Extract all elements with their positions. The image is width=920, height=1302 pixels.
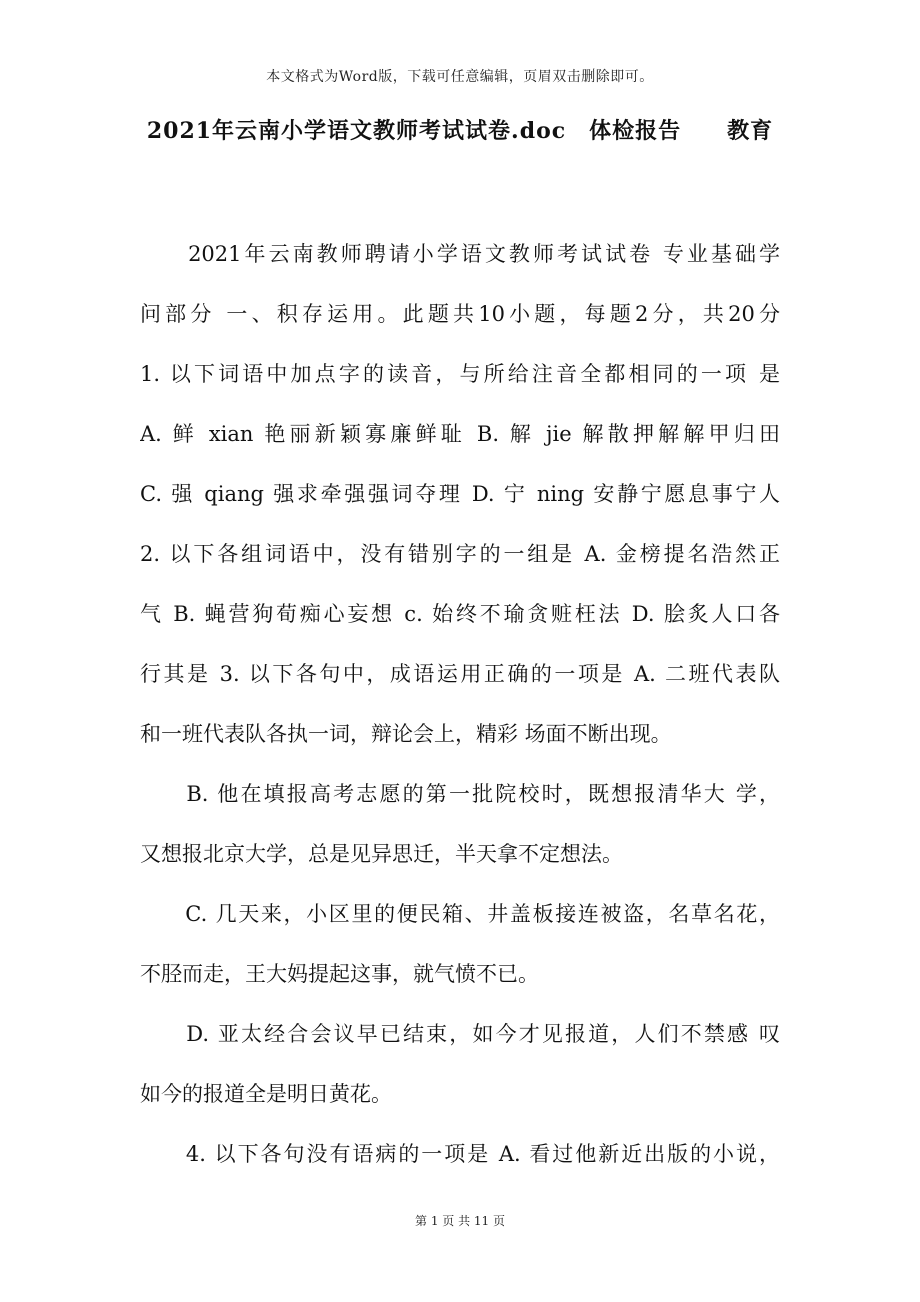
text-line: C. 几天来，小区里的便民箱、井盖板接连被盗，名草名花， [140,902,780,926]
text-line: 如今的报道全是明日黄花。 [140,1082,392,1106]
text-line: 气 B. 蝇营狗荀痴心妄想 c. 始终不瑜贪赃枉法 D. 脍炙人口各 [140,602,780,626]
text-line: B. 他在填报高考志愿的第一批院校时，既想报清华大 学， [140,782,780,806]
text-line: 1. 以下词语中加点字的读音，与所给注音全都相同的一项 是 [140,362,780,386]
text-line: 问部分 一、积存运用。此题共10小题，每题2分，共20分 [140,302,780,326]
page-footer: 第 1 页 共 11 页 [415,1214,505,1228]
text-line: 不胫而走，王大妈提起这事，就气愤不已。 [140,962,539,986]
body-text [140,224,780,1184]
header-note: 本文格式为Word版，下载可任意编辑，页眉双击删除即可。 [266,69,654,85]
document-title: 2021年云南小学语文教师考试试卷.doc 体检报告 教育 [146,118,774,144]
text-line: 2021年云南教师聘请小学语文教师考试试卷 专业基础学 [140,242,780,266]
text-line: D. 亚太经合会议早已结束，如今才见报道，人们不禁感 叹 [140,1022,780,1046]
text-line: 2. 以下各组词语中，没有错别字的一组是 A. 金榜提名浩然正 [140,542,780,566]
text-line: 和一班代表队各执一词，辩论会上，精彩 场面不断出现。 [140,722,672,746]
text-line: 4. 以下各句没有语病的一项是 A. 看过他新近出版的小说， [140,1142,780,1166]
text-line: 行其是 3. 以下各句中，成语运用正确的一项是 A. 二班代表队 [140,662,780,686]
text-line: C. 强 qiang 强求牵强强词夺理 D. 宁 ning 安静宁愿息事宁人 [140,482,780,506]
text-line: A. 鲜 xian 艳丽新颖寡廉鲜耻 B. 解 jie 解散押解解甲归田 [140,422,780,446]
text-line: 又想报北京大学，总是见异思迁，半天拿不定想法。 [140,842,623,866]
